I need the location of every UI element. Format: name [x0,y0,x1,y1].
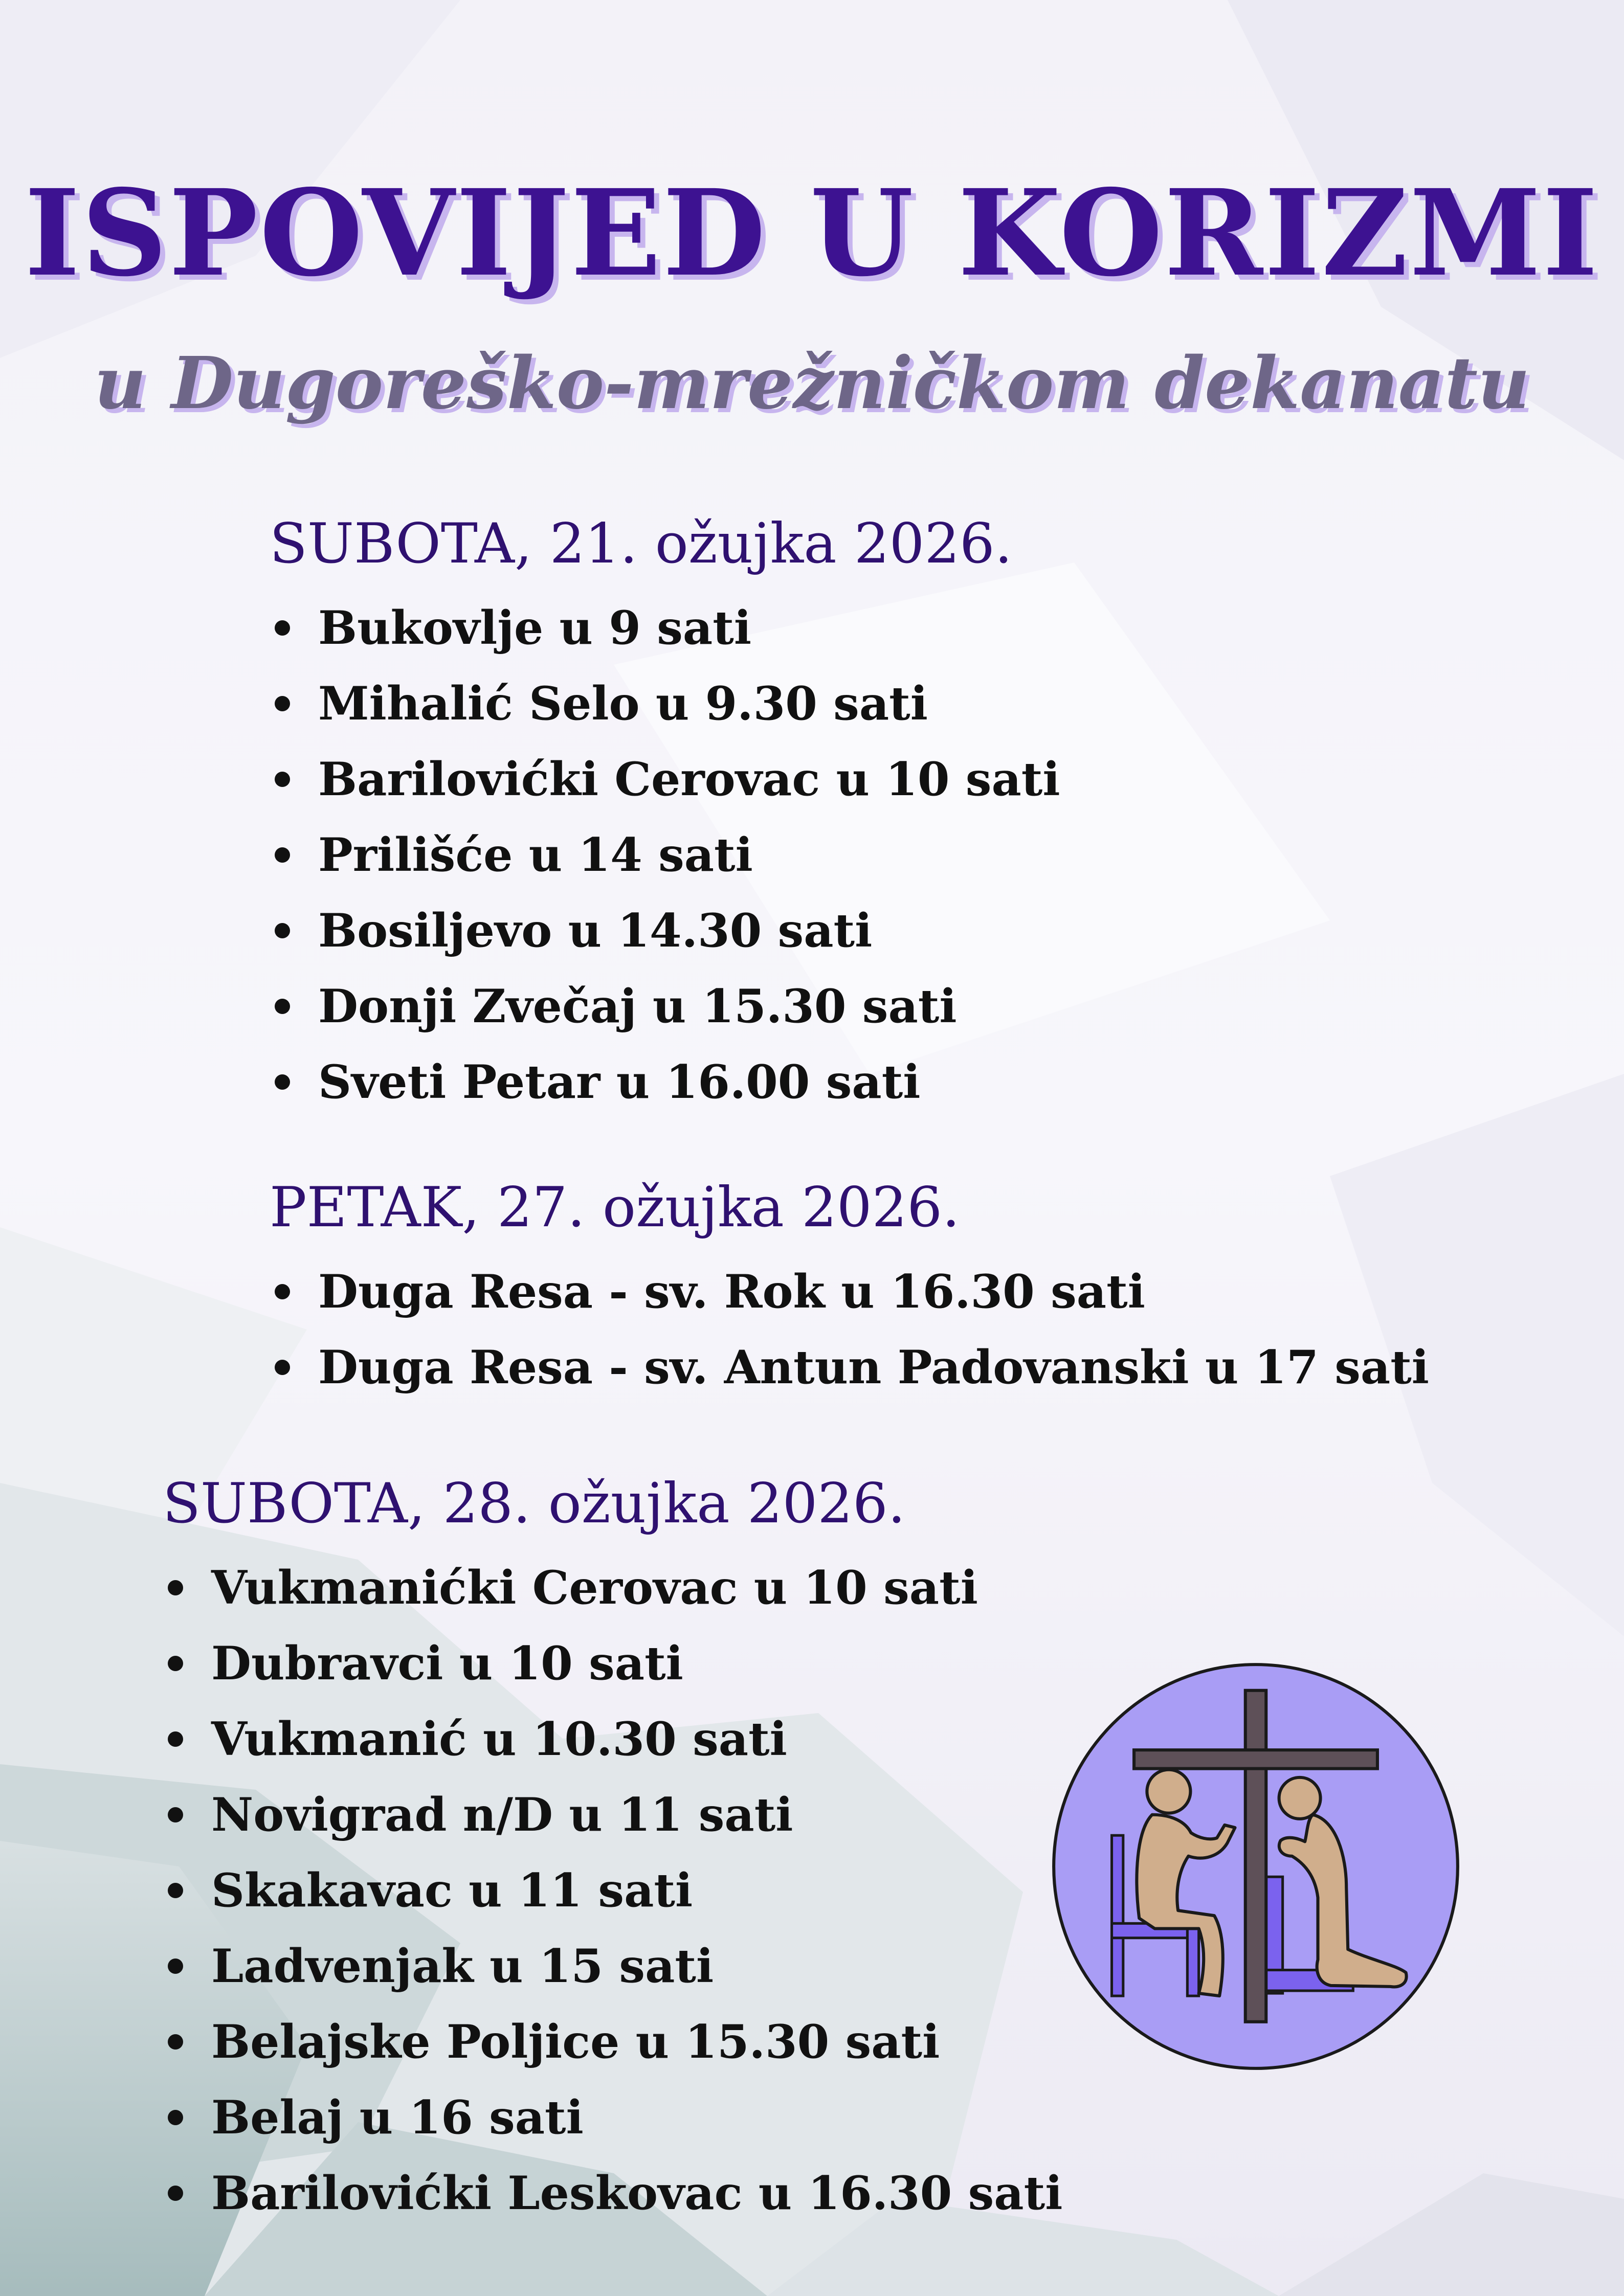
list-item [270,1044,1060,1120]
schedule-list [270,1254,1429,1405]
list-item-text: Vukmanić u 10.30 sati [211,1712,787,1766]
bullet-icon [168,1656,183,1671]
section-heading: SUBOTA, 28. ožujka 2026. [163,1472,906,1536]
list-item [163,2155,1062,2231]
list-item-text: Bosiljevo u 14.30 sati [318,904,873,958]
section-heading: SUBOTA, 21. ožujka 2026. [270,512,1013,576]
list-item-text: Dubravci u 10 sati [211,1636,683,1691]
list-item [163,1626,1062,1701]
bullet-icon [275,847,290,863]
schedule-section-2 [270,1176,1429,1405]
list-item-text: Duga Resa - sv. Antun Padovanski u 17 sati [318,1340,1429,1394]
list-item-text: Skakavac u 11 sati [211,1863,693,1918]
list-item [163,1550,1062,1626]
bullet-icon [168,1580,183,1595]
list-item [270,969,1060,1044]
list-item [270,590,1060,666]
list-item-text: Barilovićki Cerovac u 10 sati [318,752,1060,806]
bullet-icon [168,1883,183,1898]
bullet-icon [168,2034,183,2050]
schedule-list [163,1550,1062,2231]
list-item-text: Belajske Poljice u 15.30 sati [211,2015,940,2069]
list-item [270,741,1060,817]
list-item [163,1777,1062,1853]
bullet-icon [275,1074,290,1090]
page-subtitle: u Dugoreško-mrežničkom dekanatu [94,342,1530,425]
list-item-text: Sveti Petar u 16.00 sati [318,1055,921,1109]
schedule-list [270,590,1060,1120]
list-item [163,1701,1062,1777]
list-item-text: Donji Zvečaj u 15.30 sati [318,979,957,1033]
list-item-text: Bukovlje u 9 sati [318,601,752,655]
list-item [163,2004,1062,2080]
bullet-icon [275,696,290,711]
bullet-icon [168,1731,183,1747]
bullet-icon [168,2110,183,2125]
bullet-icon [168,1959,183,1974]
list-item-text: Vukmanićki Cerovac u 10 sati [211,1561,978,1615]
list-item [163,1928,1062,2004]
schedule-section-3 [163,1472,1063,2231]
bullet-icon [168,1807,183,1822]
section-heading: PETAK, 27. ožujka 2026. [270,1176,960,1240]
list-item [270,1254,1429,1330]
list-item [163,1853,1062,1928]
bullet-icon [275,1284,290,1299]
bullet-icon [275,620,290,636]
list-item-text: Novigrad n/D u 11 sati [211,1788,793,1842]
bullet-icon [275,772,290,787]
bullet-icon [168,2186,183,2201]
list-item-text: Mihalić Selo u 9.30 sati [318,677,928,731]
list-item-text: Ladvenjak u 15 sati [211,1939,714,1993]
list-item-text: Prilišće u 14 sati [318,828,753,882]
list-item-text: Barilovićki Leskovac u 16.30 sati [211,2166,1063,2220]
bullet-icon [275,1360,290,1375]
bullet-icon [275,999,290,1014]
list-item [270,893,1060,969]
page-title: ISPOVIJED U KORIZMI [24,163,1600,303]
bullet-icon [275,923,290,938]
list-item-text: Belaj u 16 sati [211,2090,584,2145]
schedule-section-1 [270,512,1060,1120]
list-item-text: Duga Resa - sv. Rok u 16.30 sati [318,1265,1145,1319]
confession-emblem-icon [1049,1659,1463,2074]
list-item [270,1330,1429,1405]
list-item [163,2080,1062,2155]
list-item [270,666,1060,741]
list-item [270,817,1060,893]
